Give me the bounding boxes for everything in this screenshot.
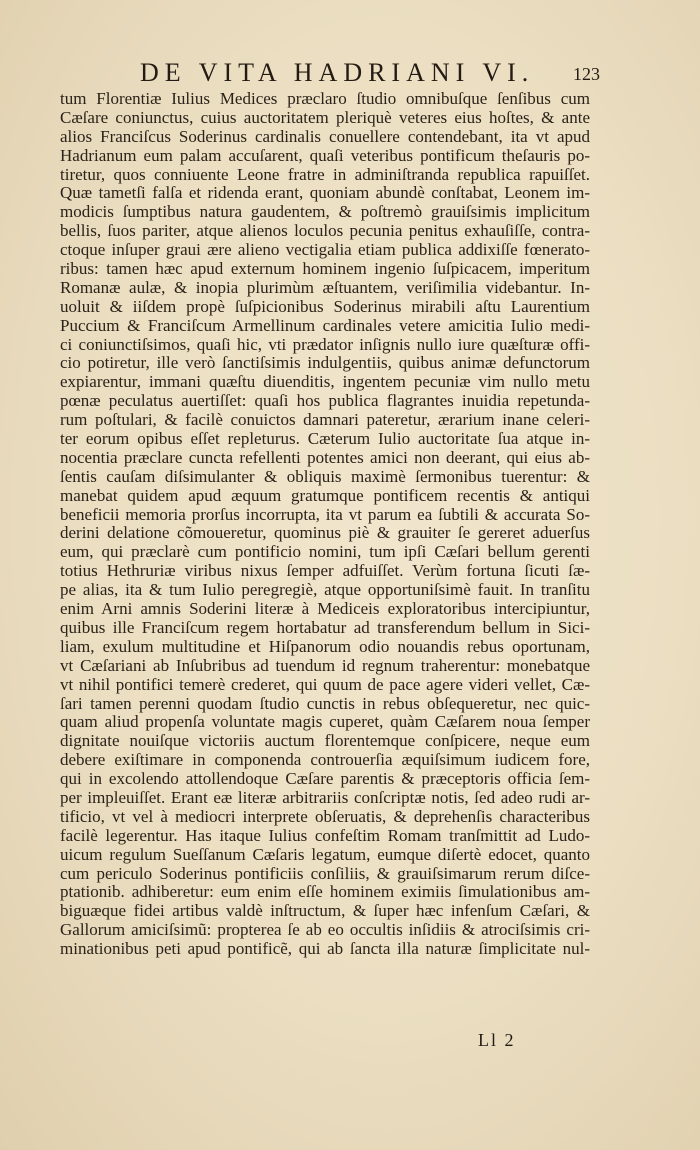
text-line: Romanæ aulæ, & inopia plurimùm æſtuantem, veriſimilia videbantur. In-: [60, 278, 590, 297]
text-line: quibus ille Franciſcum regem hortabatur ad transferendum bellum in Sici-: [60, 618, 590, 637]
text-line: liam, exulum multitudine et Hiſpanorum odio nouandis rebus oportunam,: [60, 637, 590, 656]
text-line: Hadrianum eum palam accuſarent, quaſi veteribus pontificum theſauris po-: [60, 146, 590, 165]
text-line: uicum regulum Sueſſanum Cæſaris legatum, eumque diſertè edocet, quanto: [60, 845, 590, 864]
text-line: eum, qui præclarè cum pontificio nomini, tum ipſi Cæſari bellum gerenti: [60, 543, 590, 562]
text-line: ribus: tamen hæc apud externum hominem ingenio ſuſpicacem, imperitum: [60, 260, 590, 279]
text-line: Gallorum amiciſsimũ: propterea ſe ab eo occultis inſidiis & atrociſsimis cri-: [60, 921, 590, 940]
text-line: cum periculo Soderinus pontificiis conſiliis, & grauiſsimarum rerum diſce-: [60, 864, 590, 883]
text-line: modicis ſumptibus natura gaudentem, & poſtremò grauiſsimis implicitum: [60, 203, 590, 222]
text-line: qui in excolendo attollendoque Cæſare parentis & præceptoris officia ſem-: [60, 770, 590, 789]
page-header: [140, 58, 600, 92]
text-line: ctoque inſuper graui ære alieno vectigalia etiam publica addixiſſe fœnerato-: [60, 241, 590, 260]
text-line: tum Florentiæ Iulius Medices præclaro ſtudio omnibuſque ſenſibus cum: [60, 90, 590, 108]
body-text: [60, 90, 590, 959]
signature-mark: Ll 2: [478, 1030, 516, 1050]
text-line: biguæque fidei artibus valdè inſtructum, & ſuper hæc infenſum Cæſari, &: [60, 902, 590, 921]
text-line: bellis, ſuos pariter, atque alienos loculos pecunia penitus exhauſiſſe, contra-: [60, 222, 590, 241]
text-line: Quæ tametſi falſa et ridenda erant, quoniam abundè conſtabat, Leonem im-: [60, 184, 590, 203]
running-head: DE VITA HADRIANI VI.: [140, 58, 535, 87]
text-line: ſari tamen perenni quodam ſtudio cunctis in rebus obſequeretur, nec quic-: [60, 694, 590, 713]
text-line: Puccium & Franciſcum Armellinum cardinales vetere amicitia Iulio medi-: [60, 316, 590, 335]
text-line: pœnæ peculatus auertiſſet: quaſi hos publica flagrantes inuidia repetunda-: [60, 392, 590, 411]
text-line: uoluit & iiſdem propè ſuſpicionibus Soderinus mirabili aſtu Laurentium: [60, 297, 590, 316]
text-line: dignitate nouiſque victoriis auctum florentemque conſpicere, neque eum: [60, 732, 590, 751]
text-line: alios Franciſcus Soderinus cardinalis conuellere contendebant, ita vt apud: [60, 127, 590, 146]
text-line: beneficii memoria prorſus incorrupta, ita vt parum ea ſubtili & accurata So-: [60, 505, 590, 524]
text-line: Cæſare coniunctus, cuius auctoritatem pleriquè veteres eius hoſtes, & ante: [60, 108, 590, 127]
text-line: totius Hethruriæ viribus nixus ſemper adfuiſſet. Verùm fortuna ſicuti ſæ-: [60, 562, 590, 581]
text-line: cio potiretur, ille verò ſanctiſsimis indulgentiis, quibus animæ defunctorum: [60, 354, 590, 373]
text-line: tiretur, quos conniuente Leone fratre in adminiſtranda republica rapuiſſet.: [60, 165, 590, 184]
text-line: tificio, vt vel à mediocri interprete obſeruatis, & deprehenſis characteribus: [60, 807, 590, 826]
text-line: facilè legerentur. Has itaque Iulius confeſtim Romam tranſmittit ad Ludo-: [60, 826, 590, 845]
text-line: manebat quidem apud æquum gratumque pontificem recentis & antiqui: [60, 486, 590, 505]
text-line: quam aliud propenſa voluntate magis cuperet, quàm Cæſarem noua ſemper: [60, 713, 590, 732]
page-number: 123: [573, 64, 600, 84]
text-line: expiarentur, immani quæſtu diuenditis, ingentem pecuniæ vim nullo metu: [60, 373, 590, 392]
text-line: ſentis cauſam diſsimulanter & obliquis maximè ſermonibus tuerentur: &: [60, 467, 590, 486]
text-line: pe alias, ita & tum Iulio peregregiè, atque opportuniſsimè fauit. In tranſitu: [60, 581, 590, 600]
text-line: ci coniunctiſsimos, quaſi hic, vti prædator inſignis nullo iure quæſturæ offi-: [60, 335, 590, 354]
text-line: rum poſtulari, & facilè conuictos damnari pateretur, ærarium inane celeri-: [60, 411, 590, 430]
text-line: per impleuiſſet. Erant eæ literæ arbitrariis conſcriptæ notis, ſed adeo rudi ar-: [60, 788, 590, 807]
text-line: vt Cæſariani ab Inſubribus ad tuendum id regnum traherentur: monebatque: [60, 656, 590, 675]
text-line: debere exiſtimare in componenda controuerſia æquiſsimum iudicem fore,: [60, 751, 590, 770]
text-line: enim Arni amnis Soderini literæ à Mediceis exploratoribus intercipiuntur,: [60, 600, 590, 619]
text-line: minationibus peti apud pontificẽ, qui ab ſancta illa naturæ ſimplicitate nul-: [60, 940, 590, 959]
text-line: derini delatione cõmoueretur, quominus piè & grauiter ſe gereret aduerſus: [60, 524, 590, 543]
text-line: ter eorum opibus eſſet repleturus. Cæterum Iulio auctoritate ſua atque in-: [60, 430, 590, 449]
text-line: vt nihil pontifici temerè crederet, qui quum de pace agere videri vellet, Cæ-: [60, 675, 590, 694]
text-line: ptationib. adhiberetur: eum enim eſſe hominem eximiis ſimulationibus am-: [60, 883, 590, 902]
text-line: nocentia præclare cuncta refellenti potentes amici non deerant, qui eius ab-: [60, 448, 590, 467]
